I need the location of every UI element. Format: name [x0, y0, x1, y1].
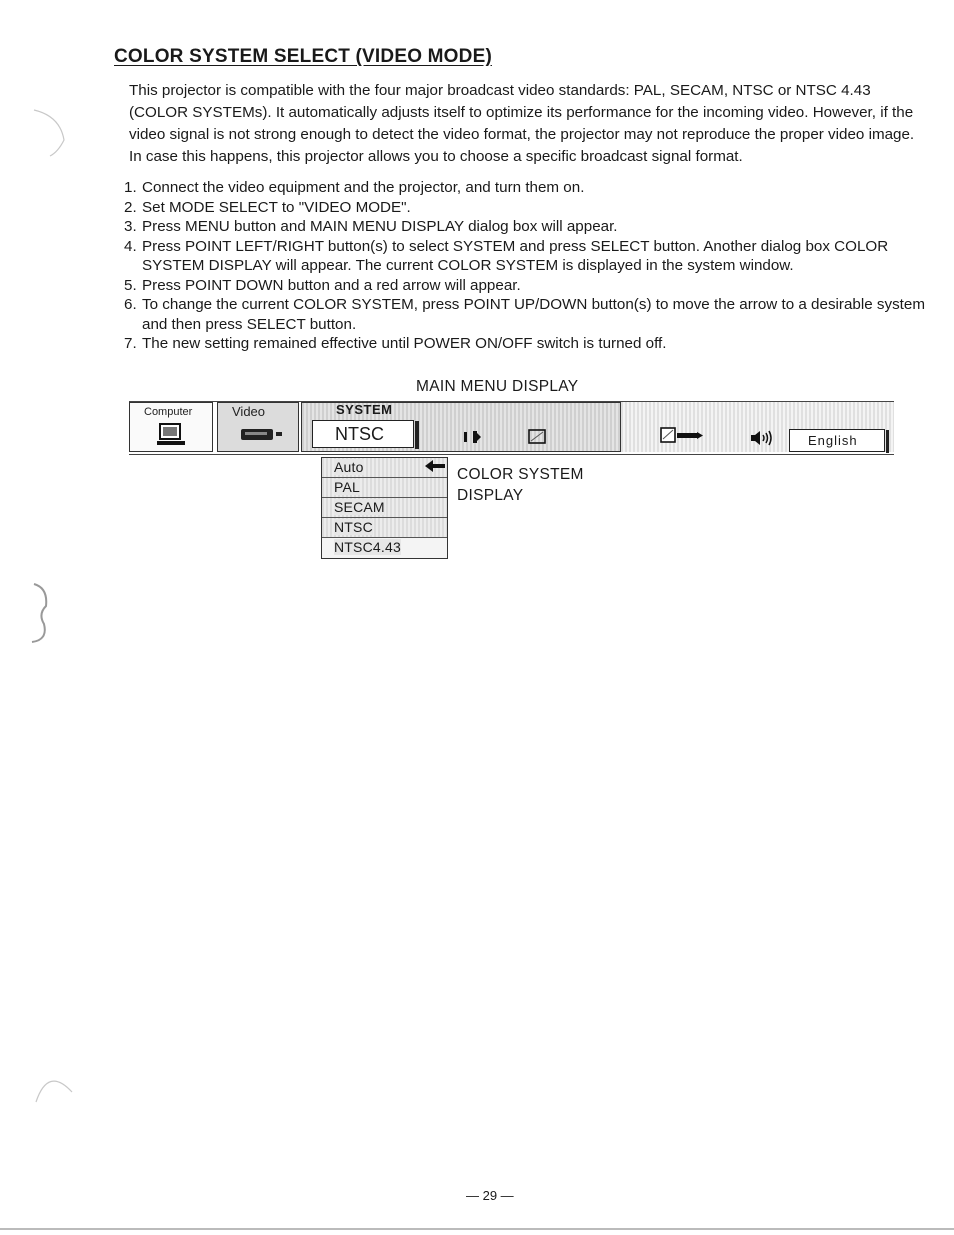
intro-paragraph: This projector is compatible with the four major broadcast video standards: PAL, SECAM, NTSC or NTSC 4.43 (COLOR SYSTEMs). It automatically adjusts itself to optimize its performance for the incoming video. However, if the video signal is not strong enough to detect the video format, the projector may not reproduce the proper video image. In case this happens, this projector allows you to choose a specific broadcast signal format. — [129, 82, 915, 165]
color-system-label-line2: DISPLAY — [457, 487, 524, 504]
system-tab-label: SYSTEM — [336, 402, 393, 417]
computer-tab-label: Computer — [144, 406, 193, 418]
current-system-window — [312, 420, 414, 448]
system-option-label: Auto — [334, 459, 364, 475]
system-option-ntsc443[interactable] — [322, 538, 447, 558]
step-number: 1. — [124, 179, 137, 196]
video-mode-tab[interactable] — [217, 402, 299, 452]
step-text: Connect the video equipment and the projector, and turn them on. — [142, 179, 585, 196]
video-tab-label: Video — [232, 404, 266, 419]
step-item — [124, 217, 929, 237]
main-menu-caption: MAIN MENU DISPLAY — [416, 378, 579, 395]
system-option-pal[interactable] — [322, 478, 447, 498]
step-item — [124, 237, 929, 276]
picture-adjust-icon[interactable] — [462, 429, 482, 445]
step-item — [124, 198, 929, 218]
system-window-cursor — [415, 421, 419, 449]
step-number: 4. — [124, 237, 137, 255]
punch-hole-shadow — [18, 578, 68, 648]
step-item — [124, 295, 929, 334]
step-text: The new setting remained effective until POWER ON/OFF switch is turned off. — [142, 335, 667, 352]
system-option-secam[interactable] — [322, 498, 447, 518]
system-tab[interactable] — [301, 402, 621, 452]
color-system-label-line1: COLOR SYSTEM — [457, 466, 584, 483]
system-option-label: NTSC — [334, 519, 373, 535]
system-option-label: SECAM — [334, 499, 385, 515]
main-menu-bar — [129, 401, 894, 455]
step-text: Press MENU button and MAIN MENU DISPLAY dialog box will appear. — [142, 218, 618, 235]
step-text: Press POINT DOWN button and a red arrow will appear. — [142, 276, 521, 294]
vcr-icon — [240, 427, 284, 443]
image-icon[interactable] — [659, 426, 705, 446]
scan-edge-line — [0, 1228, 954, 1230]
step-text: Press POINT LEFT/RIGHT button(s) to select SYSTEM and press SELECT button. Another dialog box COLOR SYSTEM DISPLAY will appear. The current COLOR SYSTEM is displayed in the system window. — [142, 237, 889, 274]
computer-mode-tab[interactable] — [129, 402, 213, 452]
instruction-steps — [124, 178, 929, 354]
system-option-label: NTSC4.43 — [334, 539, 401, 555]
step-number: 2. — [124, 198, 137, 216]
step-item — [124, 334, 929, 354]
step-text: Set MODE SELECT to "VIDEO MODE". — [142, 198, 411, 216]
page-number: — 29 — — [466, 1188, 514, 1203]
step-text: To change the current COLOR SYSTEM, press POINT UP/DOWN button(s) to move the arrow to a desirable system and then press SELECT button. — [142, 296, 925, 333]
monitor-icon — [156, 423, 186, 447]
step-number: 6. — [124, 296, 137, 313]
selection-arrow-icon — [424, 459, 446, 473]
page-title: COLOR SYSTEM SELECT (VIDEO MODE) — [114, 46, 492, 67]
system-option-ntsc[interactable] — [322, 518, 447, 538]
speaker-icon[interactable] — [749, 428, 775, 448]
scan-margin-mark — [30, 100, 70, 160]
current-system-value: NTSC — [335, 424, 384, 444]
step-number: 5. — [124, 276, 137, 294]
color-system-display-label — [457, 464, 584, 506]
language-select[interactable]: English — [789, 429, 885, 452]
scan-margin-mark — [28, 1062, 78, 1112]
step-item — [124, 178, 929, 198]
system-option-label: PAL — [334, 479, 361, 495]
step-number: 3. — [124, 218, 137, 235]
step-number: 7. — [124, 335, 137, 352]
screen-icon[interactable] — [526, 427, 548, 447]
step-item — [124, 276, 929, 296]
